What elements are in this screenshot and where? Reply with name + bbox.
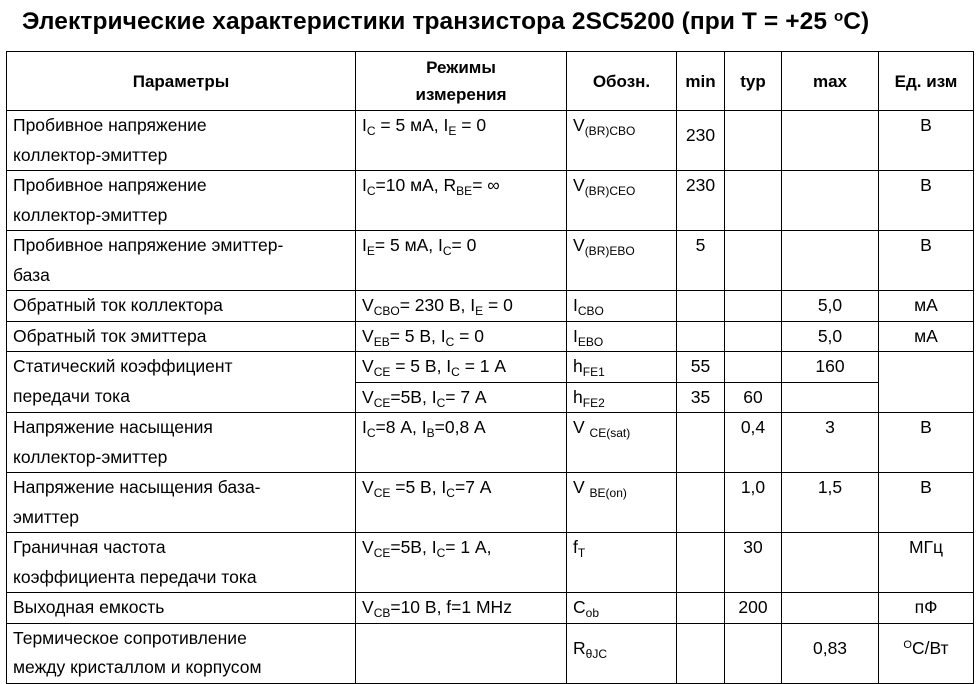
param-cell: Обратный ток эмиттера: [7, 321, 356, 352]
unit-cell: мА: [879, 321, 974, 352]
table-row: [7, 413, 974, 473]
typ-cell: [725, 231, 782, 291]
typ-cell: [725, 111, 782, 171]
cond-cell: $V_{CB}=10$ В, f=1 MHz: [356, 593, 567, 624]
header-typ: typ: [725, 52, 782, 111]
max-cell: [782, 231, 879, 291]
unit-cell: пФ: [879, 593, 974, 624]
param-cell: Пробивное напряжение коллектор-эмиттер: [7, 171, 356, 231]
param-cell: Выходная емкость: [7, 593, 356, 624]
characteristics-table: [6, 51, 974, 684]
max-cell: 0,83: [782, 623, 879, 683]
min-cell: [677, 623, 725, 683]
cond-cell: $V_{EB}= 5$ В, $I_C = 0$: [356, 321, 567, 352]
unit-cell: В: [879, 171, 974, 231]
sym-cell: $V_{(BR)EBO}$: [567, 231, 677, 291]
unit-cell: мА: [879, 291, 974, 322]
min-cell: 55: [677, 352, 725, 383]
min-cell: [677, 413, 725, 473]
table-row: [7, 321, 974, 352]
param-cell: Обратный ток коллектора: [7, 291, 356, 322]
header-mode: Режимы измерения: [356, 52, 567, 111]
min-cell: 230: [677, 111, 725, 171]
cond-cell: $I_C = 5$ мА, $I_E = 0$: [356, 111, 567, 171]
max-cell: [782, 533, 879, 593]
typ-cell: 200: [725, 593, 782, 624]
max-cell: 3: [782, 413, 879, 473]
sym-cell: $C_{ob}$: [567, 593, 677, 624]
sym-cell: V $_{CE(sat)}$: [567, 413, 677, 473]
param-cell: Напряжение насыщения база- эмиттер: [7, 473, 356, 533]
unit-cell: В: [879, 473, 974, 533]
unit-cell: [879, 352, 974, 413]
header-param: Параметры: [7, 52, 356, 111]
max-cell: [782, 111, 879, 171]
cond-cell: $I_C=10$ мА, $R_{BE}=$ ∞: [356, 171, 567, 231]
unit-cell: $^О$С/Вт: [879, 623, 974, 683]
sym-cell: $I_{CBO}$: [567, 291, 677, 322]
cond-cell: $V_{CE} =5$ В, $I_C=7$ А: [356, 473, 567, 533]
typ-cell: 30: [725, 533, 782, 593]
cond-cell: $V_{CBO}= 230$ В, $I_E = 0$: [356, 291, 567, 322]
cond-cell: [356, 623, 567, 683]
unit-cell: В: [879, 413, 974, 473]
max-cell: [782, 171, 879, 231]
min-cell: [677, 321, 725, 352]
min-cell: [677, 291, 725, 322]
table-header: [7, 52, 974, 111]
max-cell: 160: [782, 352, 879, 383]
table-row: [7, 291, 974, 322]
table-row: [7, 171, 974, 231]
table-row: [7, 231, 974, 291]
cond-cell: $V_{CE}=5В$, $I_C= 1$ А,: [356, 533, 567, 593]
min-cell: [677, 473, 725, 533]
header-min: min: [677, 52, 725, 111]
degree-sign: o: [833, 8, 844, 25]
min-cell: 230: [677, 171, 725, 231]
max-cell: 1,5: [782, 473, 879, 533]
sym-cell: $V_{(BR)CBO}$: [567, 111, 677, 171]
param-cell: Термическое сопротивление между кристаллом и корпусом: [7, 623, 356, 683]
table-row: [7, 352, 974, 383]
table-row: [7, 473, 974, 533]
sym-cell: $h_{FE1}$: [567, 352, 677, 383]
header-unit: Ед. изм: [879, 52, 974, 111]
cond-cell: $I_E= 5$ мА, $I_C= 0$: [356, 231, 567, 291]
typ-cell: 60: [725, 382, 782, 413]
typ-cell: [725, 171, 782, 231]
typ-cell: [725, 321, 782, 352]
table-row: [7, 533, 974, 593]
min-cell: [677, 593, 725, 624]
header-max: max: [782, 52, 879, 111]
typ-cell: [725, 623, 782, 683]
cond-cell: $I_C=8$ А, $I_B=0,8$ А: [356, 413, 567, 473]
cond-cell: $V_{CE}=5В$, $I_C= 7$ А: [356, 382, 567, 413]
cond-cell: $V_{CE} = 5$ В, $I_C = 1$ А: [356, 352, 567, 383]
sym-cell: $V_{(BR)CEO}$: [567, 171, 677, 231]
header-sym: Обозн.: [567, 52, 677, 111]
min-cell: 35: [677, 382, 725, 413]
sym-cell: $f_T$: [567, 533, 677, 593]
unit-cell: В: [879, 111, 974, 171]
unit-cell: МГц: [879, 533, 974, 593]
max-cell: [782, 382, 879, 413]
max-cell: 5,0: [782, 291, 879, 322]
sym-cell: V $_{BE(on)}$: [567, 473, 677, 533]
typ-cell: 0,4: [725, 413, 782, 473]
table-row: [7, 593, 974, 624]
typ-cell: 1,0: [725, 473, 782, 533]
typ-cell: [725, 291, 782, 322]
typ-cell: [725, 352, 782, 383]
min-cell: 5: [677, 231, 725, 291]
param-cell: Статический коэффициент передачи тока: [7, 352, 356, 413]
max-cell: [782, 593, 879, 624]
param-cell: Пробивное напряжение эмиттер- база: [7, 231, 356, 291]
param-cell: Граничная частота коэффициента передачи тока: [7, 533, 356, 593]
param-cell: Напряжение насыщения коллектор-эмиттер: [7, 413, 356, 473]
max-cell: 5,0: [782, 321, 879, 352]
page-title: Электрические характеристики транзистора 2SC5200 (при Т = +25 $^o$C): [22, 8, 870, 35]
sym-cell: $R_{\theta JC}$: [567, 623, 677, 683]
sym-cell: $I_{EBO}$: [567, 321, 677, 352]
min-cell: [677, 533, 725, 593]
table-row: [7, 623, 974, 683]
sym-cell: $h_{FE2}$: [567, 382, 677, 413]
unit-cell: В: [879, 231, 974, 291]
table-row: [7, 111, 974, 171]
param-cell: Пробивное напряжение коллектор-эмиттер: [7, 111, 356, 171]
